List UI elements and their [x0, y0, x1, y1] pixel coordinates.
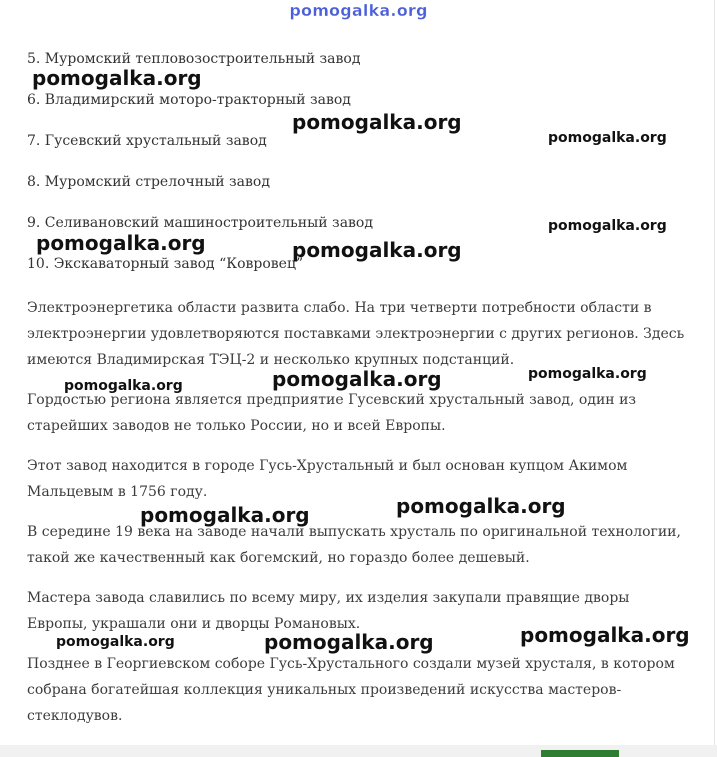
paragraph: Этот завод находится в городе Гусь-Хрустальный и был основан купцом Акимом Мальцевым в 1756 году. — [27, 458, 628, 500]
paragraph: Мастера завода славились по всему миру, их изделия закупали правящие дворы Европы, украшали они и дворцы Романовых. — [27, 590, 630, 632]
watermark: pomogalka.org — [520, 623, 690, 647]
watermark: pomogalka.org — [272, 367, 442, 391]
article-body — [27, 295, 687, 743]
watermark: pomogalka.org — [56, 634, 175, 650]
watermark: pomogalka.org — [64, 378, 183, 394]
watermark: pomogalka.org — [140, 503, 310, 527]
watermark: pomogalka.org — [36, 231, 206, 255]
paragraph: Электроэнергетика области развита слабо. На три четверти потребности области в электроэнергии удовлетворяются поставками электроэнергии с других регионов. Здесь имеются Владимирская ТЭЦ-2 и несколько крупных подстанций. — [27, 300, 685, 368]
paragraph: Позднее в Георгиевском соборе Гусь-Хрустального создали музей хрусталя, в котором собрана богатейшая коллекция уникальных произведений искусства мастеров-стеклодувов. — [27, 656, 675, 724]
watermark: pomogalka.org — [292, 110, 462, 134]
watermark: pomogalka.org — [548, 218, 667, 234]
watermark: pomogalka.org — [32, 66, 202, 90]
watermark: pomogalka.org — [292, 238, 462, 262]
paragraph: В середине 19 века на заводе начали выпускать хрусталь по оригинальной технологии, такой же качественный как богемский, но гораздо более дешевый. — [27, 524, 681, 566]
watermark: pomogalka.org — [528, 366, 647, 382]
list-item: 5. Муромский тепловозостроительный завод — [27, 51, 361, 67]
paragraph: Гордостью региона является предприятие Гусевский хрустальный завод, один из старейших заводов не только России, но и всей Европы. — [27, 392, 637, 434]
list-item: 7. Гусевский хрустальный завод — [27, 133, 267, 149]
watermark: pomogalka.org — [396, 494, 566, 518]
watermark: pomogalka.org — [264, 630, 434, 654]
list-item: 10. Экскаваторный завод “Ковровец” — [27, 256, 304, 272]
factory-list — [27, 49, 687, 295]
action-button[interactable] — [541, 750, 619, 757]
list-item: 6. Владимирский моторо-тракторный завод — [27, 92, 351, 108]
list-item: 9. Селивановский машиностроительный завод — [27, 215, 373, 231]
site-watermark-top: pomogalka.org — [289, 1, 428, 20]
list-item: 8. Муромский стрелочный завод — [27, 174, 270, 190]
watermark: pomogalka.org — [548, 130, 667, 146]
